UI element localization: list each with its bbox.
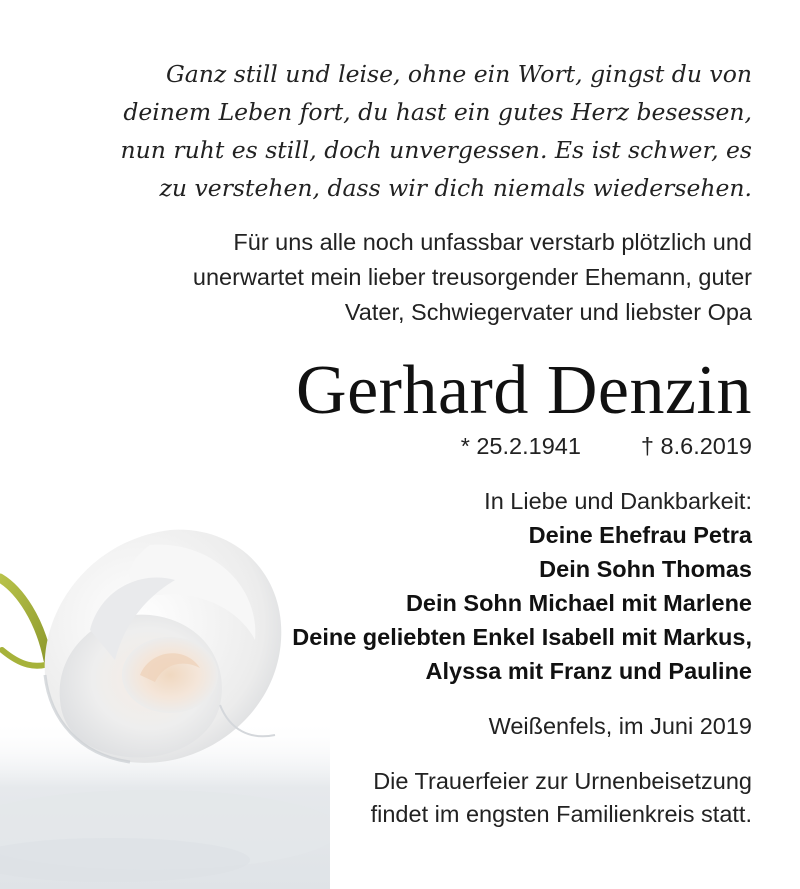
mourner-line: Deine Ehefrau Petra: [528, 522, 752, 548]
death-date: † 8.6.2019: [640, 433, 752, 459]
poem-line: Ganz still und leise, ohne ein Wort, gingst du von: [166, 60, 752, 88]
life-dates: [461, 430, 752, 462]
mourner-line: Alyssa mit Franz und Pauline: [425, 658, 752, 684]
deceased-name: Gerhard Denzin: [296, 352, 752, 429]
mourner-line: Deine geliebten Enkel Isabell mit Markus,: [292, 624, 752, 650]
memorial-poem: [120, 55, 752, 207]
mourner-line: Dein Sohn Michael mit Marlene: [405, 590, 752, 616]
announcement-line: Für uns alle noch unfassbar verstarb plötzlich und: [233, 229, 752, 255]
place-and-date: Weißenfels, im Juni 2019: [488, 713, 752, 739]
announcement-line: Vater, Schwiegervater und liebster Opa: [344, 299, 752, 325]
mourners-heading: In Liebe und Dankbarkeit:: [484, 488, 752, 514]
poem-line: nun ruht es still, doch unvergessen. Es ist schwer, es: [120, 136, 752, 164]
birth-date: * 25.2.1941: [460, 433, 581, 459]
service-line: Die Trauerfeier zur Urnenbeisetzung: [373, 768, 752, 794]
mourners-list: [292, 484, 752, 688]
poem-line: deinem Leben fort, du hast ein gutes Herz besessen,: [123, 98, 752, 126]
poem-line: zu verstehen, dass wir dich niemals wiedersehen.: [159, 174, 752, 202]
service-line: findet im engsten Familienkreis statt.: [370, 801, 752, 827]
mourner-line: Dein Sohn Thomas: [539, 556, 752, 582]
death-announcement: [193, 225, 752, 330]
white-rose-image: [0, 500, 330, 889]
announcement-line: unerwartet mein lieber treusorgender Ehemann, guter: [192, 264, 752, 290]
funeral-service-note: [371, 765, 752, 831]
